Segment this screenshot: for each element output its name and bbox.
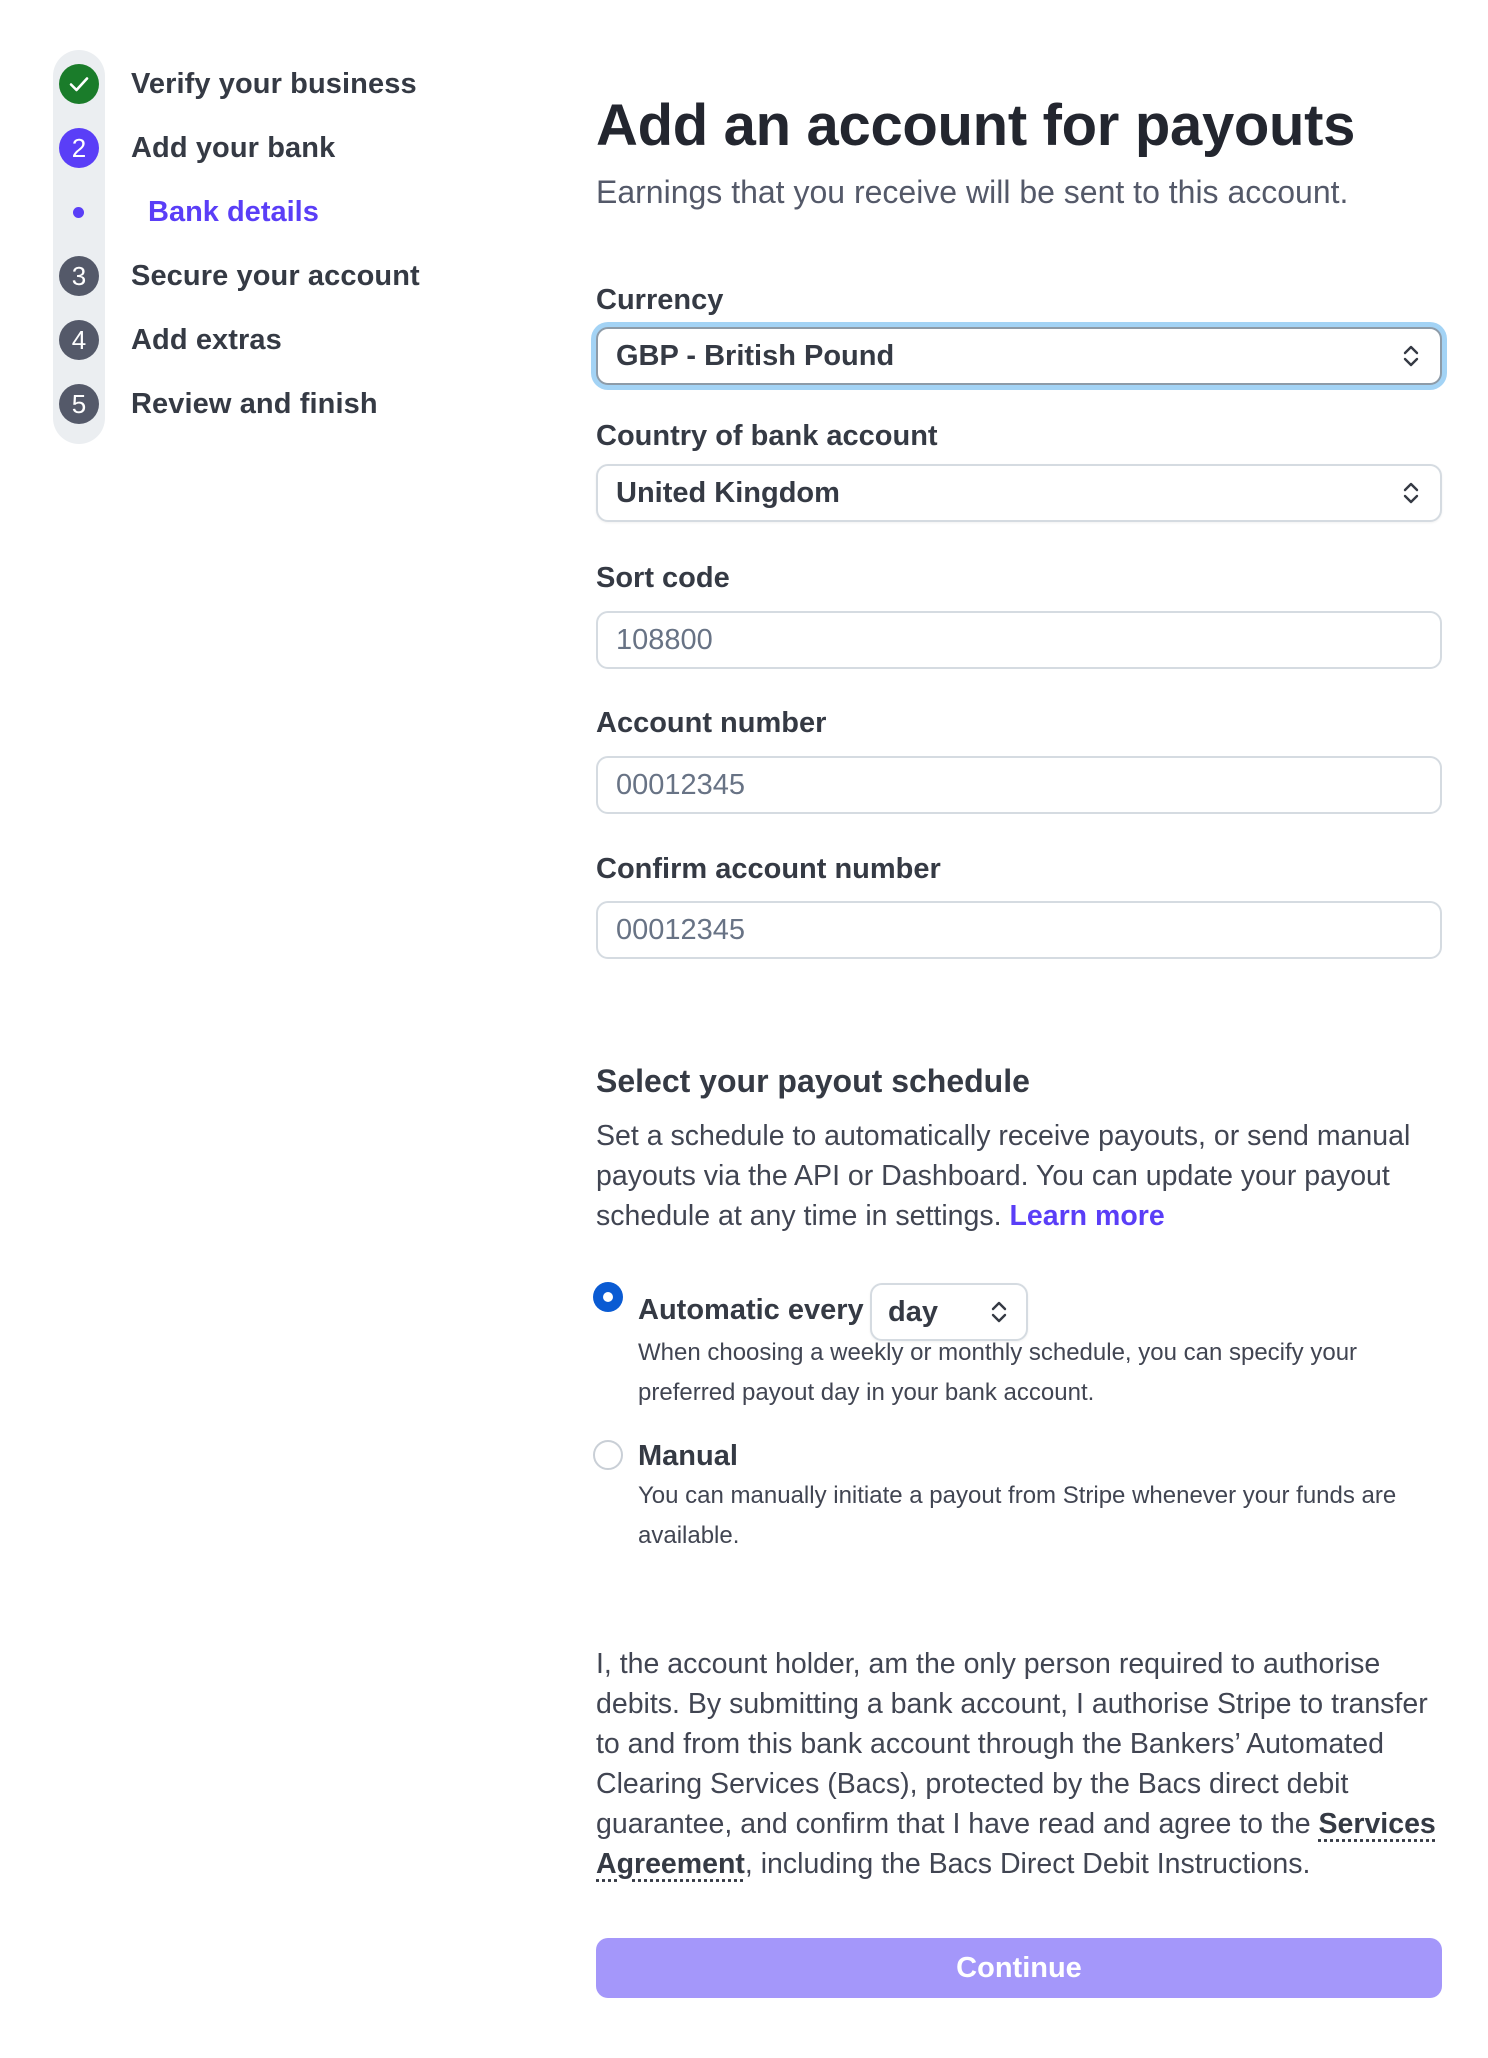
step-label: Review and finish	[131, 387, 378, 420]
description-text: Set a schedule to automatically receive payouts, or send manual payouts via the API or Dashboard. You can update your payout schedule at any time in settings.	[596, 1120, 1411, 1232]
account-number-field	[596, 756, 1442, 814]
current-substep-dot	[73, 207, 84, 218]
legal-text-before: I, the account holder, am the only person required to authorise debits. By submitting a bank account, I authorise Stripe to transfer to and from this bank account through the Bankers’ Automated Clearing Services (Bacs), protected by the Bacs direct debit guarantee, and confirm that I have read and agree to the	[596, 1648, 1428, 1840]
step-label: Verify your business	[131, 67, 417, 100]
step-label: Add your bank	[131, 131, 336, 164]
automatic-help: When choosing a weekly or monthly schedule, you can specify your preferred payout day in your bank account.	[638, 1339, 1358, 1406]
step-label: Secure your account	[131, 259, 420, 292]
manual-radio[interactable]	[593, 1440, 623, 1470]
sort-code-label: Sort code	[596, 562, 730, 594]
account-number-label: Account number	[596, 707, 827, 739]
sort-code-field	[596, 611, 1442, 669]
substep-bank-details[interactable]	[53, 186, 319, 238]
confirm-account-number-field	[596, 901, 1442, 959]
checkmark-icon	[59, 64, 99, 104]
continue-button[interactable]: Continue	[596, 1938, 1442, 1998]
manual-label[interactable]: Manual	[638, 1440, 738, 1472]
confirm-account-number-input[interactable]	[616, 914, 1422, 947]
confirm-account-number-label: Confirm account number	[596, 853, 941, 885]
substep-label: Bank details	[148, 195, 319, 228]
automatic-radio[interactable]	[593, 1282, 623, 1312]
page-subtitle: Earnings that you receive will be sent to this account.	[596, 174, 1349, 210]
step-secure-account[interactable]	[53, 250, 533, 302]
step-number-badge: 5	[59, 384, 99, 424]
payout-schedule-description	[596, 1116, 1442, 1236]
chevron-up-down-icon	[1400, 341, 1422, 371]
currency-label: Currency	[596, 284, 724, 316]
step-review-finish[interactable]	[53, 378, 533, 430]
currency-value: GBP - British Pound	[616, 339, 895, 372]
country-label: Country of bank account	[596, 420, 938, 452]
step-verify-business[interactable]	[53, 58, 533, 110]
chevron-up-down-icon	[1400, 478, 1422, 508]
page-title: Add an account for payouts	[596, 93, 1356, 158]
chevron-up-down-icon	[988, 1297, 1010, 1327]
services-agreement-link[interactable]: Services Agreement	[596, 1808, 1436, 1880]
step-add-extras[interactable]	[53, 314, 533, 366]
manual-help: You can manually initiate a payout from Stripe whenever your funds are available.	[638, 1482, 1397, 1549]
sort-code-input[interactable]	[616, 624, 1422, 657]
step-add-bank[interactable]	[53, 122, 533, 174]
payout-schedule-title: Select your payout schedule	[596, 1063, 1030, 1099]
learn-more-link[interactable]: Learn more	[1009, 1200, 1165, 1232]
legal-text-after: , including the Bacs Direct Debit Instructions.	[744, 1848, 1311, 1880]
country-value: United Kingdom	[616, 476, 840, 509]
interval-value: day	[888, 1295, 938, 1328]
country-select[interactable]	[596, 464, 1442, 522]
bacs-authorisation-text	[596, 1644, 1442, 1884]
automatic-label[interactable]: Automatic every	[638, 1294, 864, 1326]
account-number-input[interactable]	[616, 769, 1422, 802]
step-number-badge: 4	[59, 320, 99, 360]
step-number-badge: 3	[59, 256, 99, 296]
step-label: Add extras	[131, 323, 282, 356]
currency-select[interactable]	[596, 327, 1442, 385]
step-number-badge: 2	[59, 128, 99, 168]
